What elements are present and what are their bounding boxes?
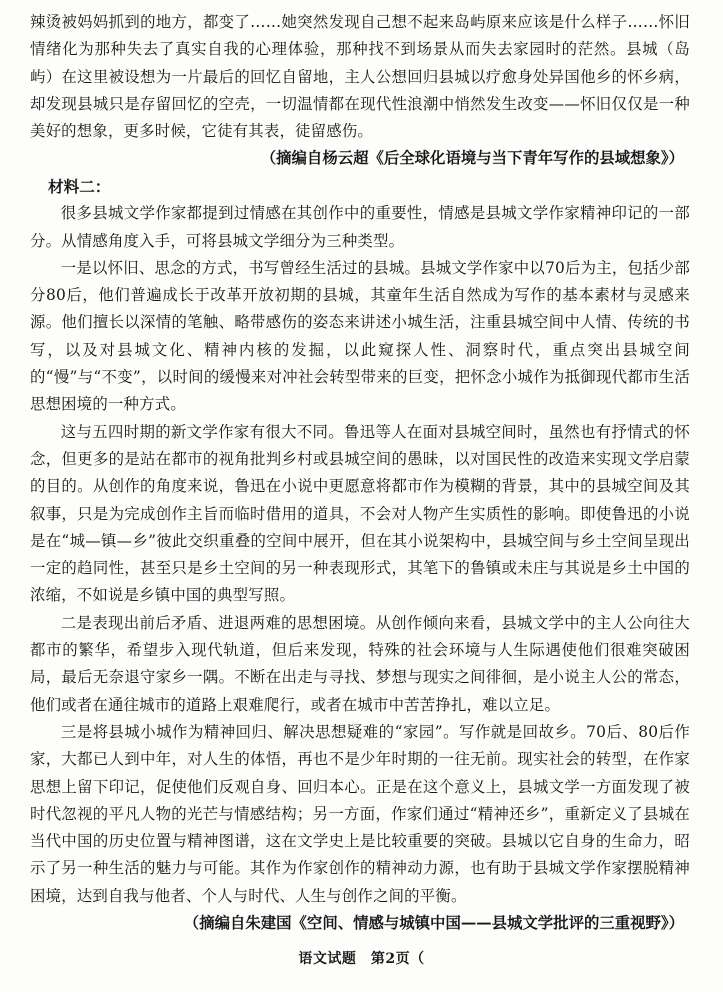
material-two-paragraph: 很多县城文学作家都提到过情感在其创作中的重要性，情感是县城文学作家精神印记的一部分。从情感角度入手，可将县城文学细分为三种类型。	[30, 204, 690, 250]
material-one-source-block	[30, 145, 690, 172]
material-two-paragraph: 二是表现出前后矛盾、进退两难的思想困境。从创作倾向来看，县城文学中的主人公向往大都市的繁华，希望步入现代轨道，但后来发现，特殊的社会环境与人生际遇使他们很难突破困局，最后无奈退守家乡一隅。不断在出走与寻找、梦想与现实之间徘徊，是小说主人公的常态，他们或者在通往城市的道路上艰难爬行，或者在城市中苦苦挣扎，难以立足。	[30, 613, 690, 714]
material-one-tail-paragraph: 辣烫被妈妈抓到的地方，都变了……她突然发现自己想不起来岛屿原来应该是什么样子……怀旧情绪化为那种失去了真实自我的心理体验，那种找不到场景从而失去家园时的茫然。县城（岛屿）在这里被设想为一片最后的回忆自留地，主人公想回归县城以疗愈身处异国他乡的怀乡病，却发现县城只是存留回忆的空壳，一切温情都在现代性浪潮中悄然发生改变——怀旧仅仅是一种美好的想象，更多时候，它徒有其表，徒留感伤。	[30, 13, 690, 141]
material-two-paragraph: 三是将县城小城作为精神回归、解决思想疑难的“家园”。写作就是回故乡。70后、80后作家，大都已人到中年，对人生的体悟，再也不是少年时期的一往无前。现实社会的转型，在作家思想上留下印记，促使他们反观自身、回归本心。正是在这个意义上，县城文学一方面发现了被时代忽视的平凡人物的光芒与情感结构；另一方面，作家们通过“精神还乡”，重新定义了县城在当代中国的历史位置与精神图谱，这在文学史上是比较重要的突破。县城以它自身的生命力，昭示了另一种生活的魅力与可能。其作为作家创作的精神动力源，也有助于县城文学作家摆脱精神困境，达到自我与他者、个人与时代、人生与创作之间的平衡。	[30, 722, 690, 905]
material-one-source: （摘编自杨云超《后全球化语境与当下青年写作的县域想象》）	[260, 149, 684, 167]
page-footer: 语文试题 第2页（	[298, 951, 425, 967]
material-one-tail-block	[30, 9, 690, 145]
material-two-paragraph: 一是以怀旧、思念的方式，书写曾经生活过的县城。县城文学作家中以70后为主，包括少部分80后，他们普遍成长于改革开放初期的县城，其童年生活自然成为写作的基本素材与灵感来源。他们擅长以深情的笔触、略带感伤的姿态来讲述小城生活，注重县城空间中人情、传统的书写，以及对县城文化、精神内核的发掘，以此窥探人性、洞察时代，重点突出县城空间的“慢”与“不变”，以时间的缓慢来对冲社会转型带来的巨变，把怀念小城作为抵御现代都市生活思想困境的一种方式。	[30, 258, 690, 414]
material-two-block	[30, 173, 690, 937]
material-two-title: 材料二：	[48, 177, 111, 196]
material-two-paragraph: 这与五四时期的新文学作家有很大不同。鲁迅等人在面对县城空间时，虽然也有抒情式的怀念，但更多的是站在都市的视角批判乡村或县城空间的愚昧，以对国民性的改造来实现文学启蒙的目的。从创作的角度来说，鲁迅在小说中更愿意将都市作为模糊的背景，其中的县城空间及其叙事，只是为完成创作主旨而临时借用的道具，不会对人物产生实质性的影响。即使鲁迅的小说是在“城—镇—乡”彼此交织重叠的空间中展开，但在其小说架构中，县城空间与乡土空间呈现出一定的趋同性，甚至只是乡土空间的另一种表现形式，其笔下的鲁镇或未庄与其说是乡土中国的浓缩，不如说是乡镇中国的典型写照。	[30, 422, 690, 605]
material-two-source: （摘编自朱建国《空间、情感与城镇中国——县城文学批评的三重视野》）	[183, 914, 684, 933]
